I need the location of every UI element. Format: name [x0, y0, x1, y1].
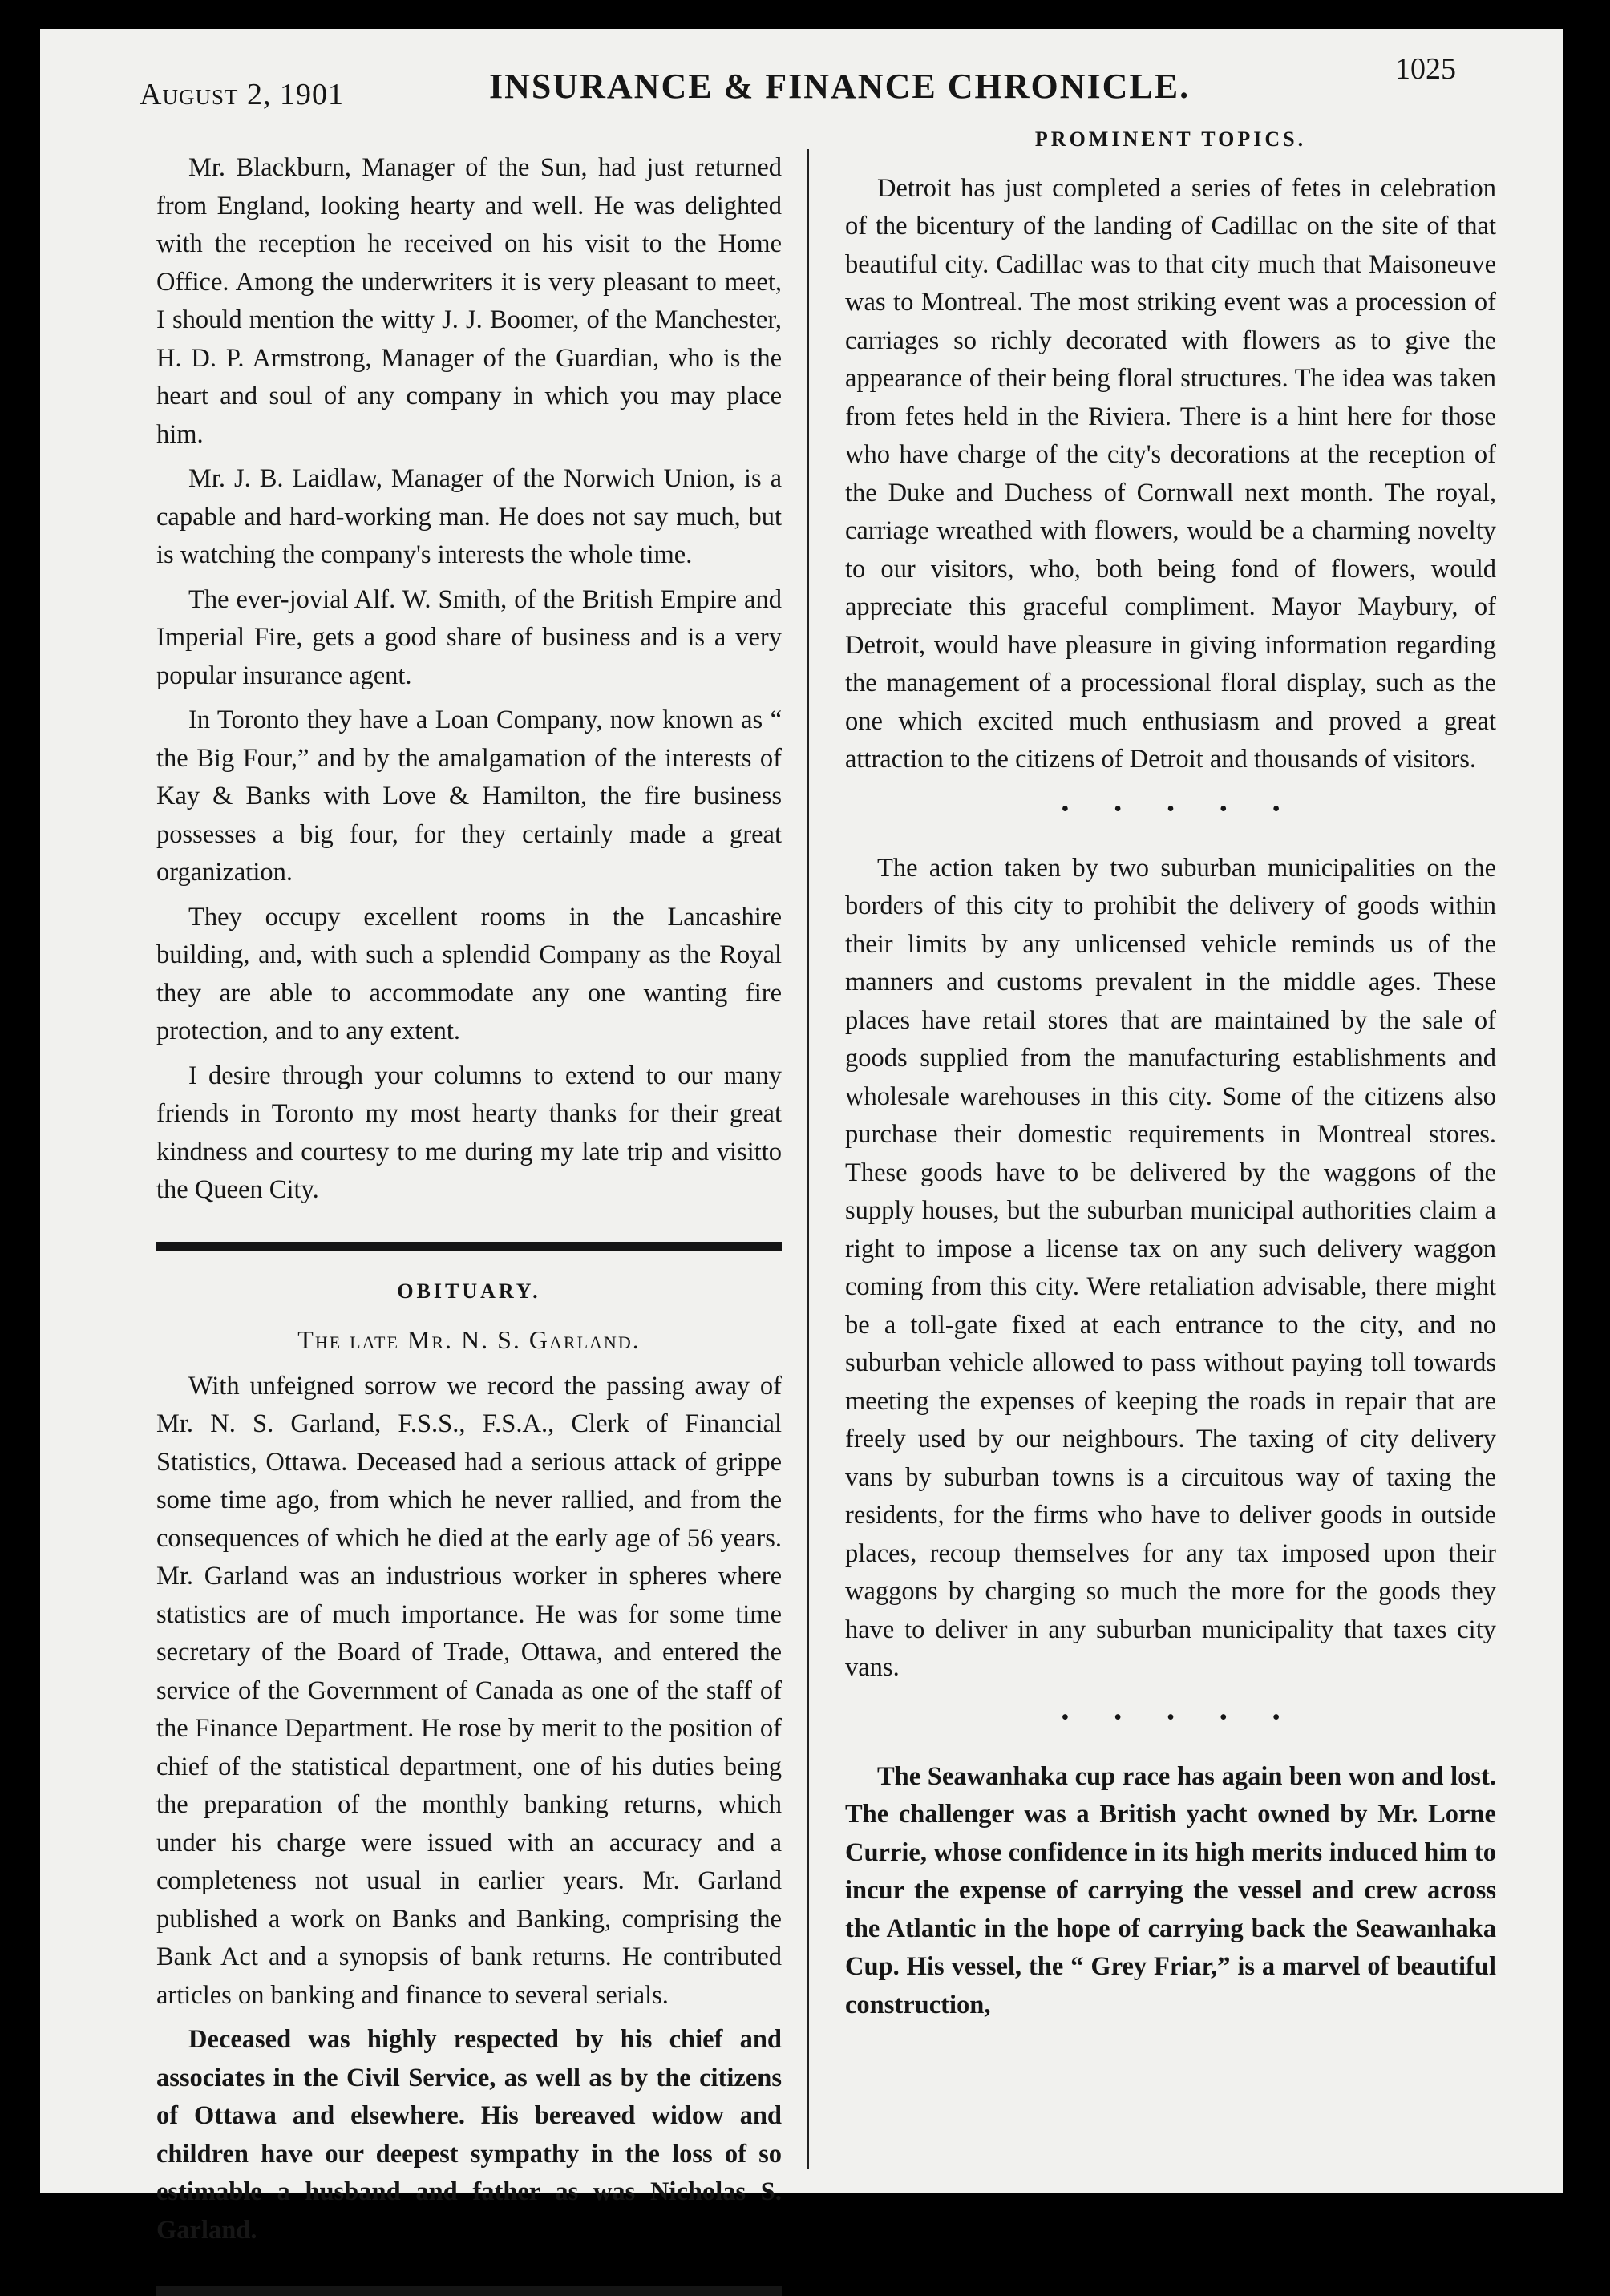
article-paragraph: They occupy excellent rooms in the Lancashire building, and, with such a splendid Company as the Royal they are able to accommodate any one wanting fire protection, and to any extent. [156, 902, 782, 1045]
newspaper-page [40, 29, 1563, 2245]
topic-paragraph: Detroit has just completed a series of fetes in celebration of the bicentury of the landing of Cadillac on the site of that beautiful city. Cadillac was to that city much that Maisoneuve was to Montreal. The most striking event was a procession of carriages so richly decorated with flowers as to give the appearance of their being floral structures. The idea was taken from fetes held in the Riviera. There is a hint here for those who have charge of the city's decorations at the reception of the Duke and Duchess of Cornwall next month. The royal, carriage wreathed with flowers, would be a charming novelty to our visitors, who, both being fond of flowers, would appreciate this graceful compliment. Mayor Maybury, of Detroit, would have pleasure in giving information regarding the management of a processional floral display, such as the one which excited much enthusiasm and proved a great attraction to the citizens of Detroit and thousands of visitors. [845, 173, 1496, 774]
left-column [156, 149, 782, 2296]
dot-separator: ••••• [1061, 1704, 1325, 1730]
right-column [845, 115, 1496, 2031]
topic-paragraph: The action taken by two suburban municipalities on the borders of this city to prohibit the delivery of goods within their limits by any unlicensed vehicle reminds us of the manners and customs prevalent in the middle ages. These places have retail stores that are maintained by the sale of goods supplied from the manufacturing establishments and wholesale warehouses in this city. Some of the citizens also purchase their domestic requirements in Montreal stores. These goods have to be delivered by the waggons of the supply houses, but the suburban municipal authorities claim a right to impose a license tax on any such delivery waggon coming from this city. Were retaliation advisable, there might be a toll-gate fixed at each entrance to the city, and no suburban vehicle allowed to pass without paying toll towards meeting the expenses of keeping the roads in repair that are freely used by our neighbours. The taxing of city delivery vans by suburban towns is a circuitous way of taxing the residents, for the firms who have to deliver goods in outside places, recoup themselves for any tax imposed upon their waggons by charging so much the more for the goods they have to deliver in any suburban municipality that taxes city vans. [845, 853, 1496, 1682]
publication-title: INSURANCE & FINANCE CHRONICLE. [489, 67, 1191, 106]
article-paragraph: In Toronto they have a Loan Company, now known as “ the Big Four,” and by the amalgamation of the interests of Kay & Banks with Love & Hamilton, the fire business possesses a big four, for they certainly made a great organization. [156, 705, 782, 887]
article-paragraph: I desire through your columns to extend to our many friends in Toronto my most hearty thanks for their great kindness and courtesy to me during my late trip and visitto the Queen City. [156, 1061, 782, 1204]
obituary-subheading: The late Mr. N. S. Garland. [297, 1325, 641, 1354]
obituary-heading: OBITUARY. [397, 1279, 541, 1303]
section-rule [156, 1242, 782, 1251]
article-paragraph: Mr. Blackburn, Manager of the Sun, had just returned from England, looking hearty and well. He was delighted with the reception he received on his visit to the Home Office. Among the underwriters it is very pleasant to meet, I should mention the witty J. J. Boomer, of the Manchester, H. D. P. Armstrong, Manager of the Guardian, who is the heart and soul of any company in which you may place him. [156, 153, 782, 449]
article-paragraph: Mr. J. B. Laidlaw, Manager of the Norwich Union, is a capable and hard-working man. He does not say much, but is watching the company's interests the whole time. [156, 464, 782, 569]
column-divider [807, 149, 809, 2169]
section-rule [156, 2286, 782, 2296]
obituary-paragraph: Deceased was highly respected by his chief and associates in the Civil Service, as well as by the citizens of Ottawa and elsewhere. His bereaved widow and children have our deepest sympathy in the loss of so estimable a husband and father as was Nicholas S. Garland. [156, 2025, 782, 2245]
topic-paragraph: The Seawanhaka cup race has again been won and lost. The challenger was a British yacht owned by Mr. Lorne Currie, whose confidence in its high merits induced him to incur the expense of carrying the vessel and crew across the Atlantic in the hope of carrying back the Seawanhaka Cup. His vessel, the “ Grey Friar,” is a marvel of beautiful construction, [845, 1761, 1496, 2019]
page-header [40, 29, 1563, 125]
article-paragraph: The ever-jovial Alf. W. Smith, of the British Empire and Imperial Fire, gets a good share of business and is a very popular insurance agent. [156, 584, 782, 690]
obituary-paragraph: With unfeigned sorrow we record the passing away of Mr. N. S. Garland, F.S.S., F.S.A., Clerk of Financial Statistics, Ottawa. Deceased had a serious attack of grippe some time ago, from which he never rallied, and from the consequences of which he died at the early age of 56 years. Mr. Garland was an industrious worker in spheres where statistics are of much importance. He was for some time secretary of the Board of Trade, Ottawa, and entered the service of the Government of Canada as one of the staff of the Finance Department. He rose by merit to the position of chief of the statistical department, one of his duties being the preparation of the monthly banking returns, which under his charge were issued with an accuracy and a completeness not usual in earlier years. Mr. Garland published a work on Banks and Banking, comprising the Bank Act and a synopsis of bank returns. He contributed articles on banking and finance to several serials. [156, 1371, 782, 2010]
dot-separator: ••••• [1061, 796, 1325, 822]
prominent-topics-heading: PROMINENT TOPICS. [1034, 127, 1307, 151]
page-number: 1025 [1395, 52, 1456, 86]
issue-date: August 2, 1901 [140, 78, 344, 111]
